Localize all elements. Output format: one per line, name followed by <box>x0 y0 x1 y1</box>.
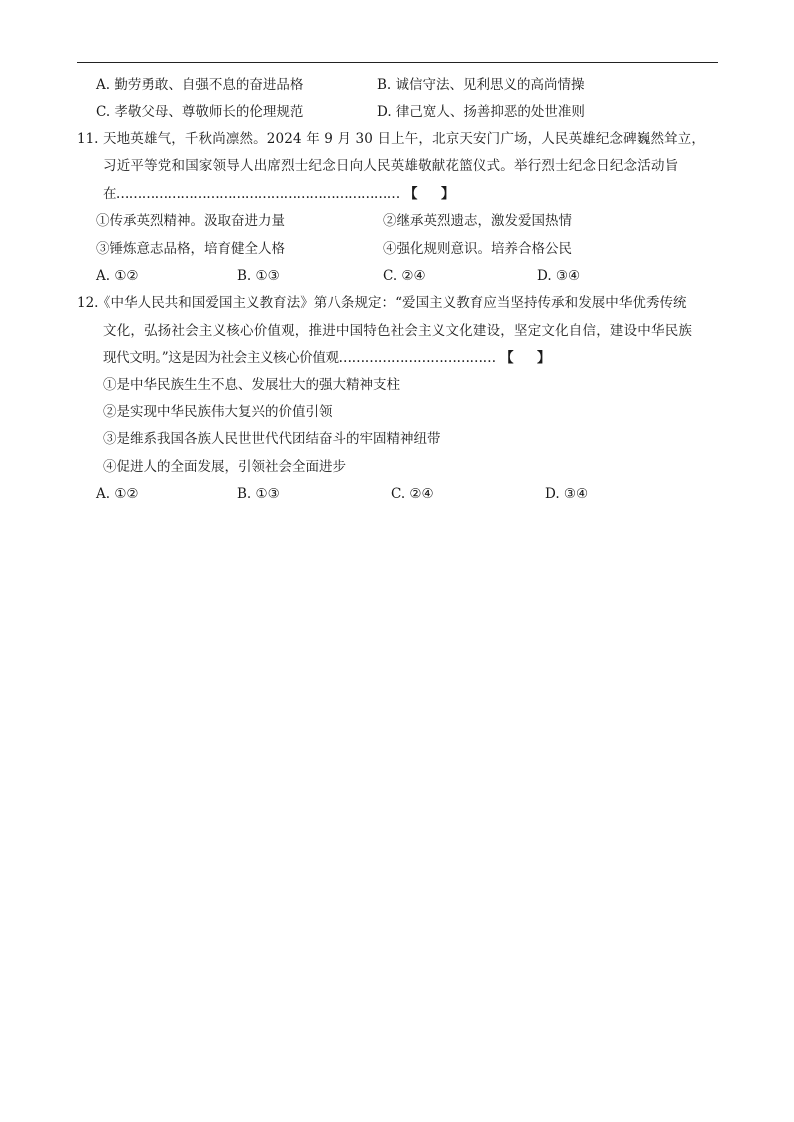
q12-statement-1: ①是中华民族生生不息、发展壮大的强大精神支柱 <box>103 377 400 393</box>
q11-statement-4: ④强化规则意识。培养合格公民 <box>383 241 572 257</box>
q10-option-b[interactable]: B. 诚信守法、见利思义的高尚情操 <box>377 77 585 93</box>
q12-option-a[interactable]: A. ①② <box>96 486 139 502</box>
q12-answer-bracket[interactable]: 【 】 <box>500 350 551 366</box>
q12-stem-line3 <box>103 349 551 367</box>
q11-option-a[interactable]: A. ①② <box>96 268 139 284</box>
q10-option-d[interactable]: D. 律己宽人、扬善抑恶的处世准则 <box>377 104 585 120</box>
q12-option-d[interactable]: D. ③④ <box>545 486 589 502</box>
q12-statement-2: ②是实现中华民族伟大复兴的价值引领 <box>103 404 333 420</box>
header-rule <box>77 62 718 63</box>
q12-option-b[interactable]: B. ①③ <box>237 486 280 502</box>
q11-statement-3: ③锤炼意志品格，培育健全人格 <box>96 241 285 257</box>
q12-statement-4: ④促进人的全面发展，引领社会全面进步 <box>103 459 346 475</box>
q11-option-d[interactable]: D. ③④ <box>537 268 581 284</box>
q11-stem-line1: 天地英雄气，千秋尚凛然。2024 年 9 月 30 日上午，北京天安门广场，人民英雄纪念碑巍然耸立， <box>103 131 706 147</box>
q11-stem-line3 <box>103 185 455 203</box>
q11-option-b[interactable]: B. ①③ <box>237 268 280 284</box>
q11-number: 11. <box>77 131 99 147</box>
q11-statement-2: ②继承英烈遗志，激发爱国热情 <box>383 213 572 229</box>
q10-option-c[interactable]: C. 孝敬父母、尊敬师长的伦理规范 <box>96 104 304 120</box>
q12-stem-line2: 文化，弘扬社会主义核心价值观，推进中国特色社会主义文化建设，坚定文化自信，建设中华民族 <box>103 323 693 339</box>
q12-stem-text: 现代文明。”这是因为社会主义核心价值观……………………………… <box>103 350 496 366</box>
q12-number: 12. <box>77 295 99 311</box>
q10-option-a[interactable]: A. 勤劳勇敢、自强不息的奋进品格 <box>96 77 304 93</box>
q11-stem-text: 在………………………………………………………… <box>103 186 400 202</box>
q12-option-c[interactable]: C. ②④ <box>391 486 434 502</box>
q12-statement-3: ③是维系我国各族人民世世代代团结奋斗的牢固精神纽带 <box>103 431 441 447</box>
q11-answer-bracket[interactable]: 【 】 <box>404 186 455 202</box>
q11-stem-line2: 习近平等党和国家领导人出席烈士纪念日向人民英雄敬献花篮仪式。举行烈士纪念日纪念活动旨 <box>103 158 679 174</box>
q11-option-c[interactable]: C. ②④ <box>383 268 426 284</box>
q11-statement-1: ①传承英烈精神。汲取奋进力量 <box>96 213 285 229</box>
q12-stem-line1: 《中华人民共和国爱国主义教育法》第八条规定：“爱国主义教育应当坚持传承和发展中华优秀传统 <box>97 295 687 311</box>
